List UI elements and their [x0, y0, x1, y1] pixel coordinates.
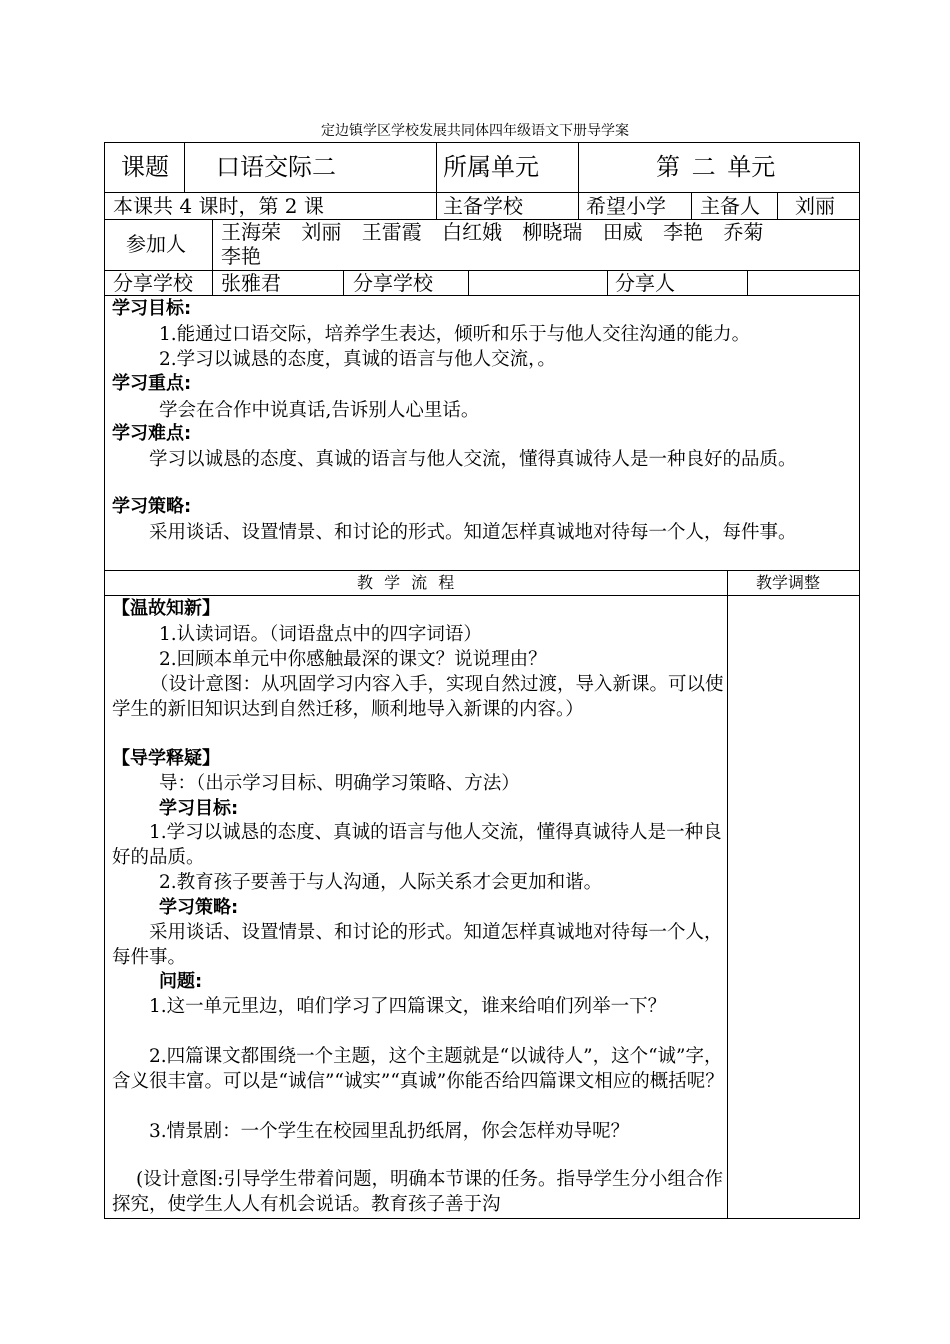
participants-line2: 李艳 [221, 244, 261, 268]
row-divider [104, 595, 860, 596]
review-item-2: 2.回顾本单元中你感触最深的课文？说说理由？ [159, 649, 547, 670]
question-3: 3.情景剧：一个学生在校园里乱扔纸屑，你会怎样劝导呢？ [149, 1121, 630, 1142]
goal-2: 2.学习以诚恳的态度，真诚的语言与他人交流，。 [159, 349, 556, 370]
col-divider [747, 270, 748, 295]
guide-goal-1: 1.学习以诚恳的态度、真诚的语言与他人交流，懂得真诚待人是一种良好的品质。 [112, 822, 722, 868]
strategy-text: 采用谈话、设置情景、和讨论的形式。知道怎样真诚地对待每一个人，每件事。 [149, 522, 797, 543]
goal-title: 学习目标: [112, 298, 192, 319]
col-divider [607, 270, 608, 295]
row-divider [104, 192, 860, 193]
topic-value: 口语交际二 [216, 153, 336, 181]
guide-goal-title: 学习目标: [159, 798, 239, 819]
participants-line1: 王海荣 刘丽 王雷霞 白红娥 柳晓瑞 田威 李艳 乔菊 [221, 220, 764, 244]
col-divider [468, 270, 469, 295]
document-title: 定边镇学区学校发展共同体四年级语文下册导学案 [321, 123, 629, 139]
review-title: 【温故知新】 [112, 598, 220, 619]
school-label: 主备学校 [443, 194, 523, 218]
adjustment-header: 教学调整 [756, 573, 821, 592]
unit-label: 所属单元 [443, 153, 539, 181]
review-item-1: 1.认读词语。（词语盘点中的四字词语） [159, 624, 482, 645]
guide-title: 【导学释疑】 [112, 748, 220, 769]
key-point-title: 学习重点: [112, 373, 192, 394]
col-divider [578, 142, 579, 219]
guide-intro: 导：（出示学习目标、明确学习策略、方法） [159, 773, 520, 794]
col-divider [343, 270, 344, 295]
difficulty-title: 学习难点: [112, 423, 192, 444]
preparer-label: 主备人 [700, 194, 760, 218]
col-divider [184, 142, 185, 192]
share-school-label: 分享学校 [113, 271, 193, 295]
question-title: 问题: [159, 971, 203, 992]
period-text: 本课共 4 课时，第 2 课 [113, 194, 324, 218]
preparer-value: 刘丽 [795, 194, 835, 218]
key-point-text: 学会在合作中说真话,告诉别人心里话。 [159, 400, 480, 421]
col-divider [777, 192, 778, 219]
col-divider [691, 192, 692, 219]
difficulty-text: 学习以诚恳的态度、真诚的语言与他人交流，懂得真诚待人是一种良好的品质。 [149, 449, 797, 470]
guide-goal-2: 2.教育孩子要善于与人沟通，人际关系才会更加和谐。 [159, 872, 603, 893]
row-divider [104, 570, 860, 571]
unit-value: 第 二 单元 [656, 153, 776, 181]
col-divider [436, 142, 437, 219]
row-divider [104, 295, 860, 296]
goal-1: 1.能通过口语交际，培养学生表达，倾听和乐于与他人交往沟通的能力。 [159, 324, 751, 345]
design-note-2: (设计意图:引导学生带着问题，明确本节课的任务。指导学生分小组合作探究，使学生人人有机会说话。教育孩子善于沟 [112, 1169, 723, 1215]
question-1: 1.这一单元里边，咱们学习了四篇课文，谁来给咱们列举一下？ [149, 996, 667, 1017]
question-2: 2.四篇课文都围绕一个主题，这个主题就是“以诚待人”，这个“诚”字，含义很丰富。可以是“诚信”“诚实”“真诚”你能否给四篇课文相应的概括呢？ [112, 1046, 724, 1092]
share-person-label: 分享人 [615, 271, 675, 295]
topic-label: 课题 [121, 153, 169, 181]
strategy-title: 学习策略: [112, 496, 192, 517]
col-divider [727, 570, 728, 1219]
school-value: 希望小学 [586, 194, 666, 218]
review-design-note: （设计意图：从巩固学习内容入手，实现自然过渡，导入新课。可以使学生的新旧知识达到自然迁移，顺利地导入新课的内容。） [112, 674, 724, 720]
process-header: 教 学 流 程 [357, 573, 458, 592]
participants-label: 参加人 [126, 232, 186, 256]
col-divider [212, 219, 213, 295]
share-school-label-2: 分享学校 [353, 271, 433, 295]
guide-strategy-title: 学习策略: [159, 897, 239, 918]
share-school-value: 张雅君 [221, 271, 281, 295]
guide-strategy-text: 采用谈话、设置情景、和讨论的形式。知道怎样真诚地对待每一个人，每件事。 [112, 922, 723, 968]
